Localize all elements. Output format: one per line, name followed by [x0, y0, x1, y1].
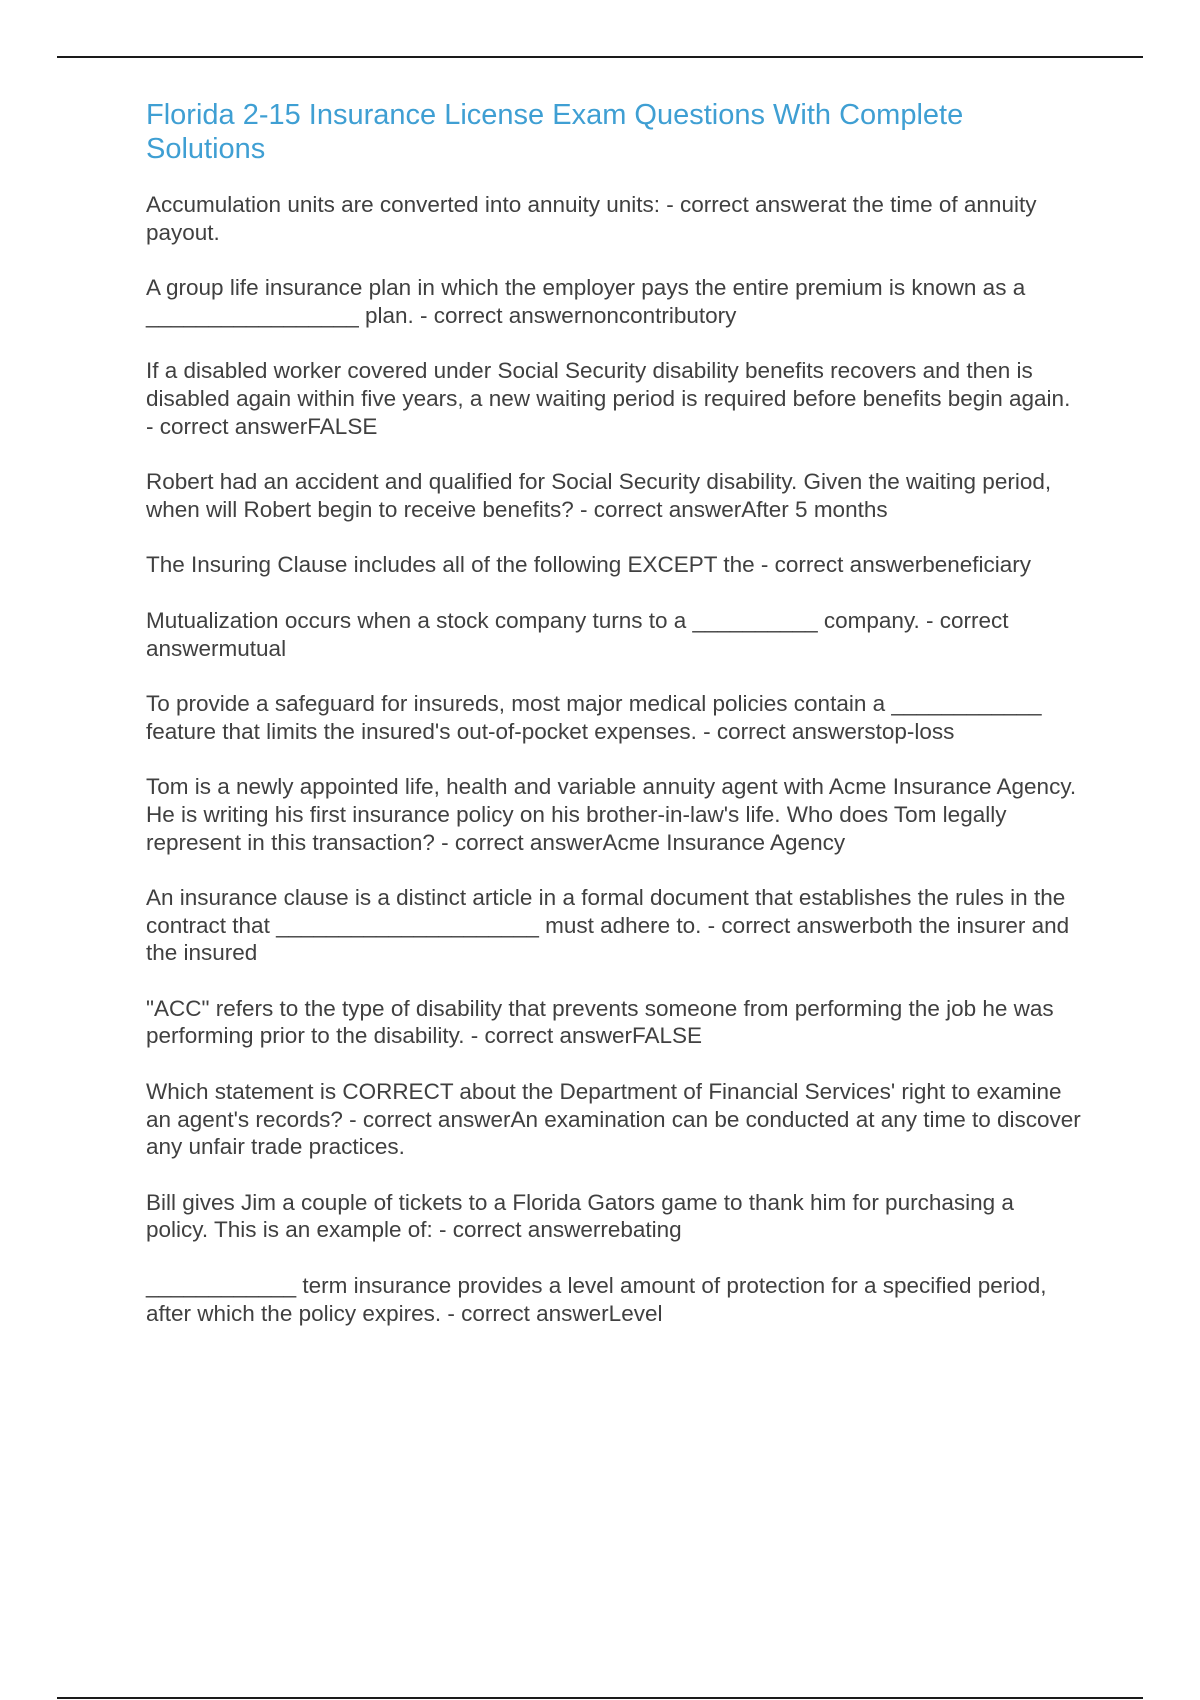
question-item: Which statement is CORRECT about the Department of Financial Services' right to examine an agent's records? - correct answerAn examination can be conducted at any time to discover any unfair trade practices. [146, 1079, 1081, 1160]
question-list [146, 191, 1081, 1327]
document-title: Florida 2-15 Insurance License Exam Questions With Complete Solutions [146, 99, 964, 165]
question-item: A group life insurance plan in which the employer pays the entire premium is known as a _________________ plan. - correct answernoncontributory [146, 275, 1026, 328]
question-item: Tom is a newly appointed life, health and variable annuity agent with Acme Insurance Agency. He is writing his first insurance policy on his brother-in-law's life. Who does Tom legally represent in this transaction? - correct answerAcme Insurance Agency [146, 774, 1077, 855]
footer-rule [57, 1697, 1143, 1699]
question-item: ____________ term insurance provides a level amount of protection for a specified period, after which the policy expires. - correct answerLevel [146, 1273, 1047, 1326]
question-item: Bill gives Jim a couple of tickets to a Florida Gators game to thank him for purchasing a policy. This is an example of: - correct answerrebating [146, 1189, 1014, 1243]
question-item: An insurance clause is a distinct article in a formal document that establishes the rules in the contract that _____________________ must adhere to. - correct answerboth the insurer and the insured [146, 885, 1070, 966]
question-item: Mutualization occurs when a stock company turns to a __________ company. - correct answermutual [146, 607, 1009, 661]
question-item: "ACC" refers to the type of disability that prevents someone from performing the job he was performing prior to the disability. - correct answerFALSE [146, 995, 1054, 1049]
document-body [146, 98, 1081, 1355]
question-item: Accumulation units are converted into annuity units: - correct answerat the time of annuity payout. [146, 192, 1037, 245]
question-item: The Insuring Clause includes all of the following EXCEPT the - correct answerbeneficiary [146, 552, 1032, 578]
question-item: To provide a safeguard for insureds, most major medical policies contain a ____________ feature that limits the insured's out-of-pocket expenses. - correct answerstop-loss [146, 691, 1042, 744]
question-item: If a disabled worker covered under Social Security disability benefits recovers and then is disabled again within five years, a new waiting period is required before benefits begin again. - correct answerFALSE [146, 358, 1071, 439]
question-item: Robert had an accident and qualified for Social Security disability. Given the waiting period, when will Robert begin to receive benefits? - correct answerAfter 5 months [146, 469, 1052, 522]
header-rule [57, 56, 1143, 58]
